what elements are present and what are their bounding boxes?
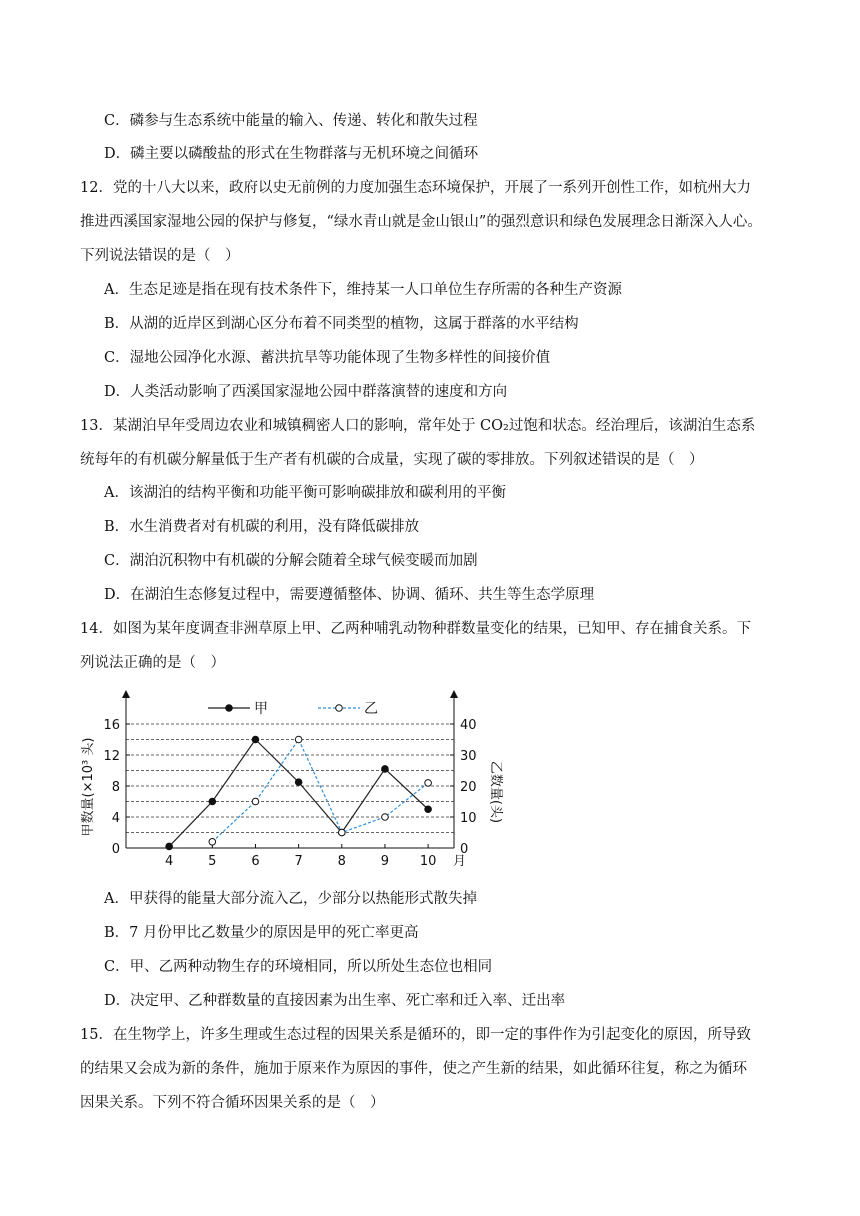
y-left-tick-label: 12 <box>103 749 120 764</box>
q13-option-a: A．该湖泊的结构平衡和功能平衡可影响碳排放和碳利用的平衡 <box>104 485 506 501</box>
q13-option-c: C．湖泊沉积物中有机碳的分解会随着全球气候变暖而加剧 <box>104 553 478 569</box>
series-point-2 <box>425 780 432 787</box>
q12-option-a: A．生态足迹是指在现有技术条件下，维持某一人口单位生存所需的各种生产资源 <box>104 282 622 298</box>
q11-option-c: C．磷参与生态系统中能量的输入、传递、转化和散失过程 <box>104 113 478 129</box>
x-tick-label: 8 <box>337 854 346 869</box>
q14-option-b: B．7 月份甲比乙数量少的原因是甲的死亡率更高 <box>104 925 419 941</box>
q13-option-d: D．在湖泊生态修复过程中，需要遵循整体、协调、循环、共生等生态学原理 <box>104 587 595 603</box>
y-left-tick-label: 4 <box>111 811 120 826</box>
x-tick-label: 5 <box>208 854 217 869</box>
q14-stem-line-2: 列说法正确的是（ ） <box>80 655 225 671</box>
population-chart-svg <box>78 682 503 874</box>
legend-marker-2 <box>336 705 343 712</box>
q12-stem-line-2: 推进西溪国家湿地公园的保护与修复，“绿水青山就是金山银山”的强烈意识和绿色发展理念日渐深入人心。 <box>80 214 762 230</box>
q12-option-d: D．人类活动影响了西溪国家湿地公园中群落演替的速度和方向 <box>104 384 508 400</box>
y-left-tick-label: 8 <box>111 780 120 795</box>
series-point-1 <box>425 806 432 813</box>
y-axis-left-label: 甲数量(×10³ 头) <box>81 737 96 837</box>
y-right-tick-label: 20 <box>460 780 477 795</box>
x-tick-label: 7 <box>294 854 303 869</box>
y-right-tick-label: 0 <box>460 842 469 857</box>
q14-stem-line-1: 14．如图为某年度调查非洲草原上甲、乙两种哺乳动物种群数量变化的结果，已知甲、存在捕食关系。下 <box>80 621 751 637</box>
x-tick-label: 9 <box>380 854 390 869</box>
y-left-tick-label: 16 <box>103 718 120 733</box>
y-right-tick-label: 40 <box>460 718 477 733</box>
y-right-tick-label: 30 <box>460 749 477 764</box>
q12-stem-line-3: 下列说法错误的是（ ） <box>80 248 240 264</box>
x-axis-unit: 月 <box>453 854 467 869</box>
y-axis-right-label: 乙数量(头) <box>488 760 503 824</box>
series-point-2 <box>382 814 389 821</box>
q13-stem-line-2: 统每年的有机碳分解量低于生产者有机碳的合成量，实现了碳的零排放。下列叙述错误的是（ ） <box>80 452 704 468</box>
y-right-tick-label: 10 <box>460 811 477 826</box>
q11-option-d: D．磷主要以磷酸盐的形式在生物群落与无机环境之间循环 <box>104 146 479 162</box>
q14-option-d: D．决定甲、乙种群数量的直接因素为出生率、死亡率和迁入率、迁出率 <box>104 993 566 1009</box>
population-chart <box>78 682 503 874</box>
q12-stem-line-1: 12．党的十八大以来，政府以史无前例的力度加强生态环境保护，开展了一系列开创性工作，如杭州大力 <box>80 180 751 196</box>
series-point-1 <box>252 736 259 743</box>
legend-label-2: 乙 <box>364 701 378 717</box>
legend-label-1: 甲 <box>254 701 268 717</box>
chart-axes <box>122 690 458 848</box>
y-left-tick-label: 0 <box>111 842 120 857</box>
q15-stem-line-1: 15．在生物学上，许多生理或生态过程的因果关系是循环的，即一定的事件作为引起变化的原因，所导致 <box>80 1027 751 1043</box>
chart-grid <box>126 724 454 833</box>
q15-stem-line-2: 的结果又会成为新的条件，施加于原来作为原因的事件，使之产生新的结果，如此循环往复，称之为循环 <box>80 1061 747 1077</box>
series-point-2 <box>338 829 345 836</box>
x-tick-label: 10 <box>419 854 437 869</box>
y-axis-right-arrow <box>450 690 458 698</box>
q13-stem-line-1: 13．某湖泊早年受周边农业和城镇稠密人口的影响，常年处于 CO₂过饱和状态。经治理后，该湖泊生态系 <box>80 418 756 434</box>
y-axis-left-arrow <box>122 690 130 698</box>
chart-legend <box>208 701 378 717</box>
series-point-2 <box>295 736 302 743</box>
chart-ticks <box>103 718 476 869</box>
q12-option-c: C．湿地公园净化水源、蓄洪抗旱等功能体现了生物多样性的间接价值 <box>104 350 551 366</box>
series-point-2 <box>209 839 216 846</box>
q14-option-c: C．甲、乙两种动物生存的环境相同，所以所处生态位也相同 <box>104 959 493 975</box>
q14-option-a: A．甲获得的能量大部分流入乙，少部分以热能形式散失掉 <box>104 891 477 907</box>
series-point-1 <box>295 779 302 786</box>
series-point-1 <box>209 798 216 805</box>
q13-option-b: B．水生消费者对有机碳的利用，没有降低碳排放 <box>104 519 420 535</box>
series-point-2 <box>252 798 259 805</box>
series-point-1 <box>166 843 173 850</box>
q12-option-b: B．从湖的近岸区到湖心区分布着不同类型的植物，这属于群落的水平结构 <box>104 316 579 332</box>
x-tick-label: 4 <box>165 854 174 869</box>
q15-stem-line-3: 因果关系。下列不符合循环因果关系的是（ ） <box>80 1095 385 1111</box>
series-point-1 <box>382 766 389 773</box>
series-line-1 <box>169 740 428 847</box>
x-tick-label: 6 <box>251 854 260 869</box>
legend-marker-1 <box>226 705 233 712</box>
